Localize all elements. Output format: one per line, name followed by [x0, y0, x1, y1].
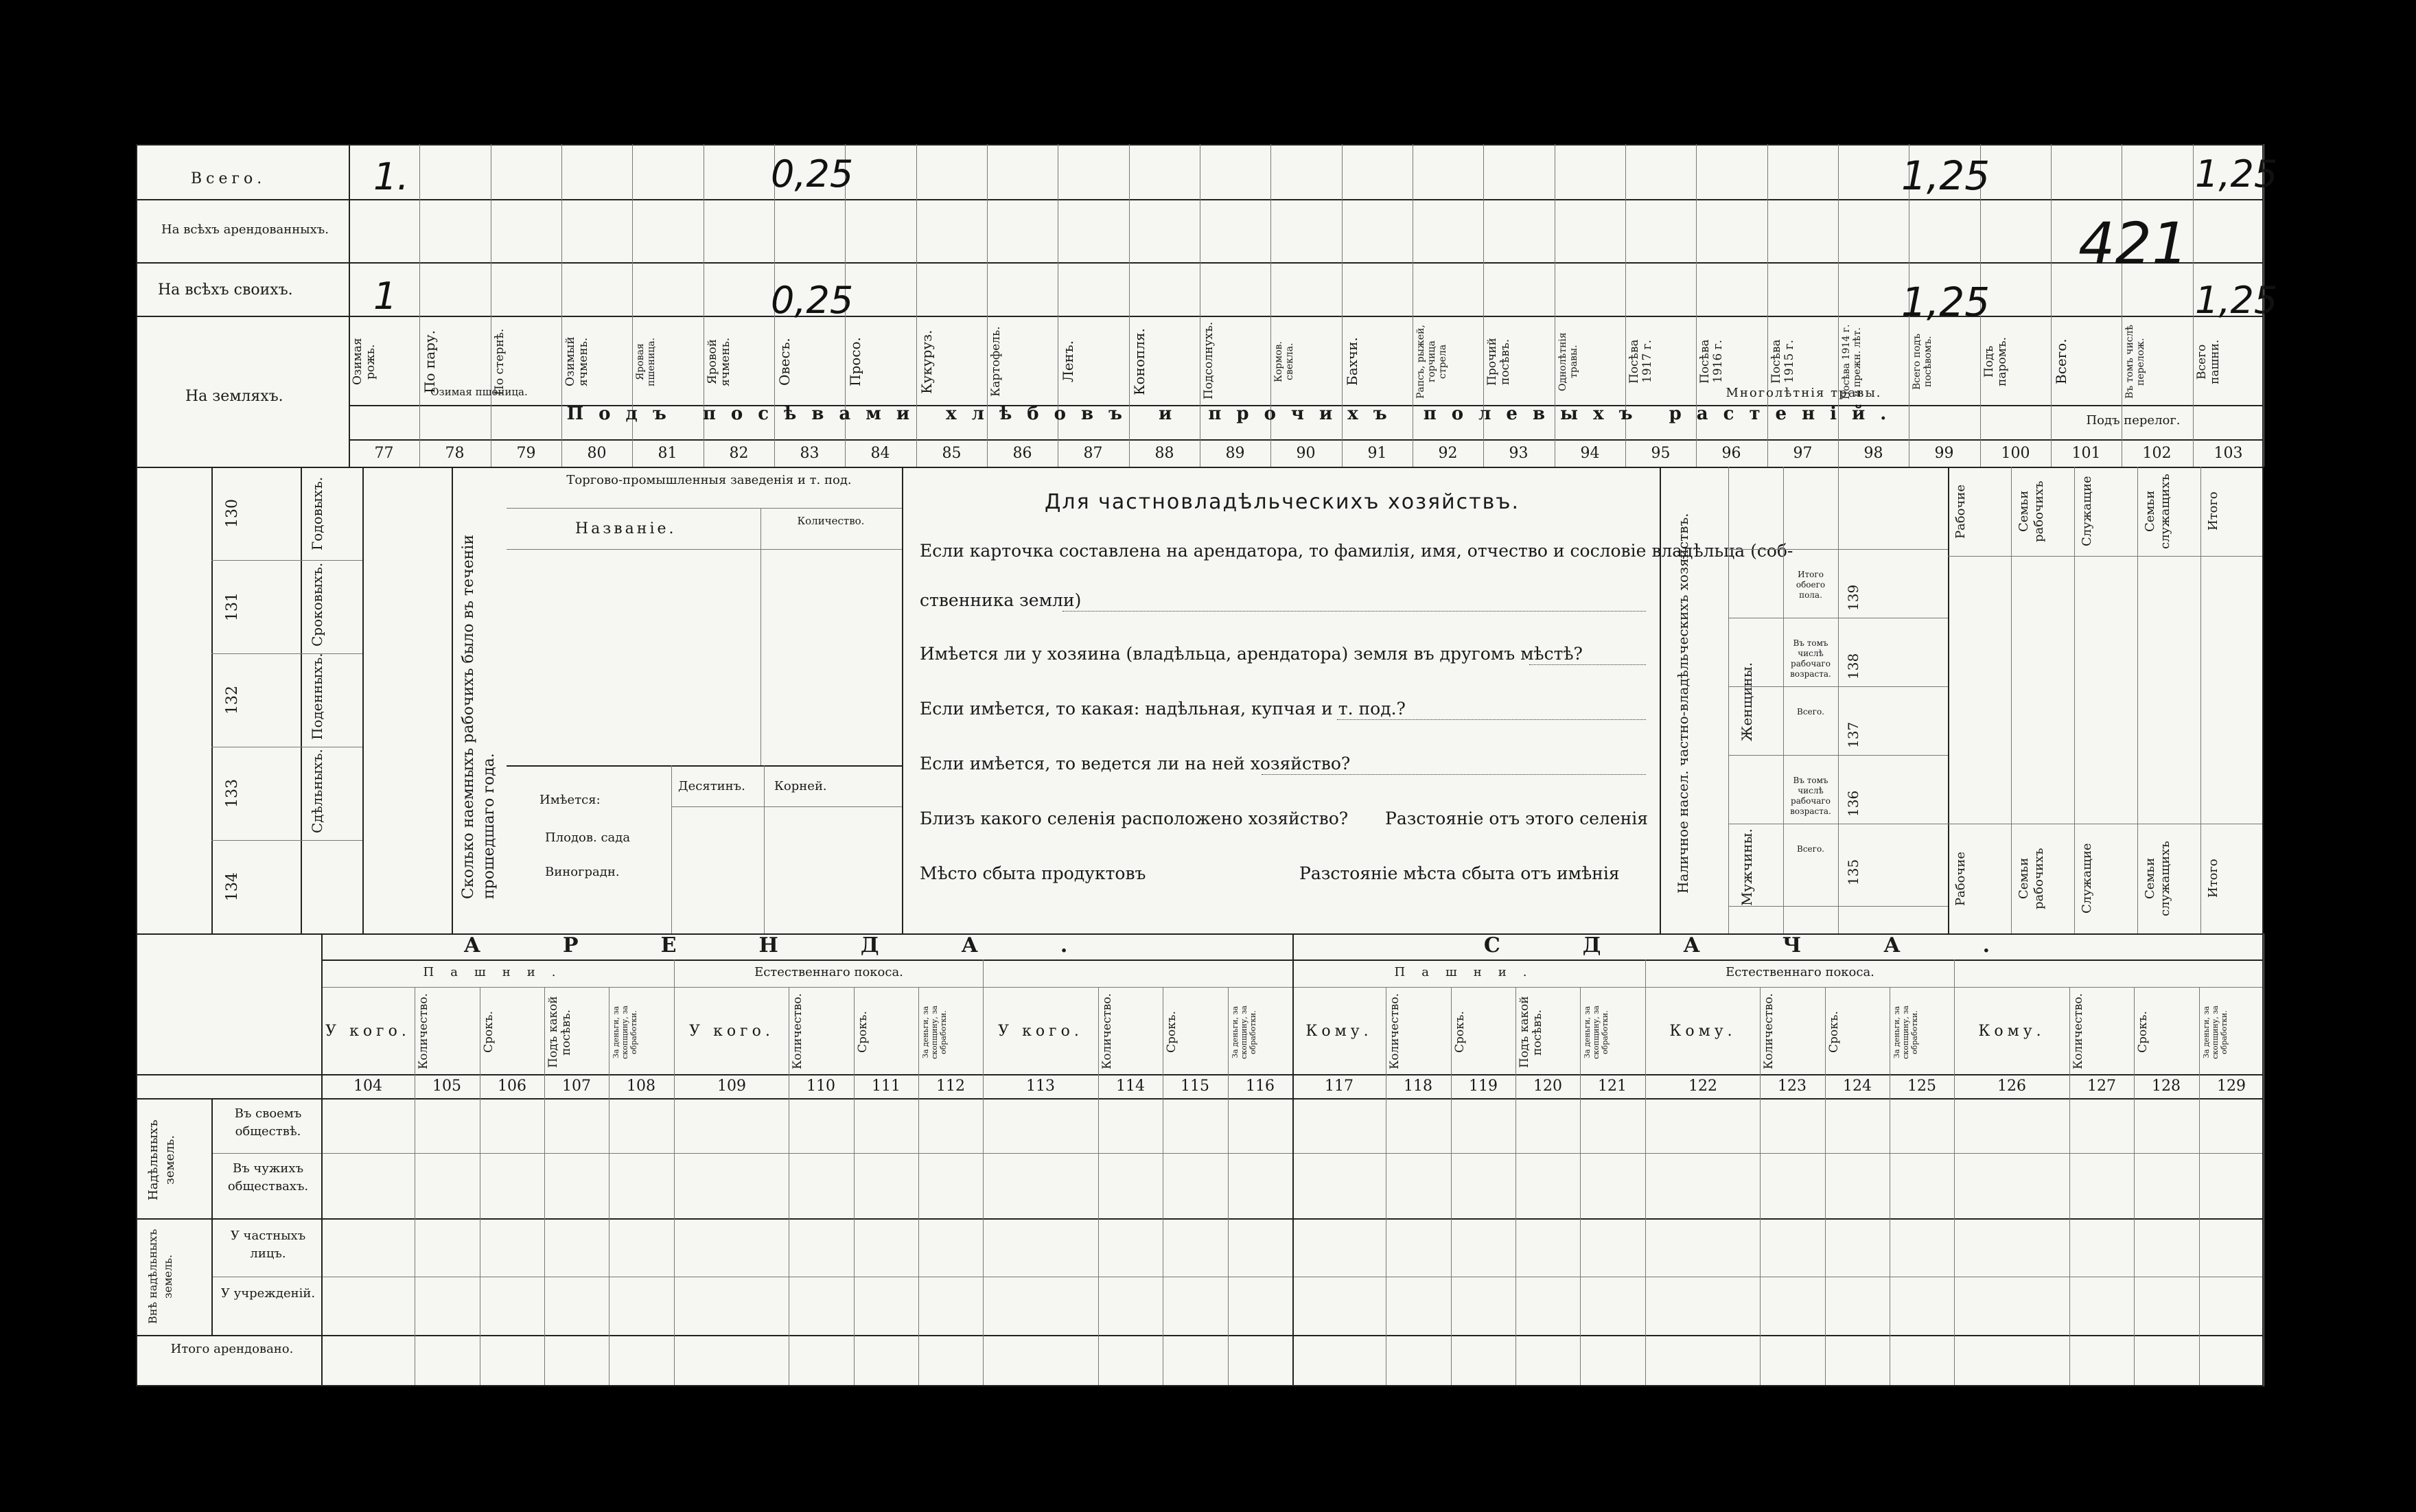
crop-header: Просо. — [847, 337, 863, 386]
col-number: 114 — [1116, 1078, 1145, 1095]
winter-wheat-label: Озимая пшеница. — [430, 386, 528, 398]
row-line — [507, 549, 902, 550]
right-col-header: Семьи рабочихъ — [2017, 480, 2046, 542]
col-number: 78 — [445, 445, 465, 462]
pop-row-label: Въ томъ числѣ рабочаго возраста. — [1790, 638, 1831, 679]
col-number: 125 — [1907, 1078, 1936, 1095]
col-line — [983, 987, 984, 1386]
garden-label: Поденныхъ. — [309, 653, 325, 740]
row-line — [136, 1098, 2264, 1100]
right-col-footer: Семьи служащихъ — [2143, 841, 2172, 916]
right-border — [2262, 144, 2264, 1386]
col-header: За деньги, за скопщину, за обработки. — [1231, 1005, 1257, 1059]
q2: Имѣется ли у хозяина (владѣльца, арендатора) земля въ другомъ мѣстѣ? — [920, 644, 1583, 664]
col-line — [1098, 987, 1099, 1386]
col-number: 86 — [1012, 445, 1032, 462]
col-line — [211, 467, 213, 933]
census-card — [136, 144, 2278, 1386]
crop-header: Посѣва 1917 г. — [1627, 339, 1654, 384]
nadel-label: Надѣльныхъ земель. — [146, 1119, 177, 1200]
col-header: За деньги, за скопщину, за обработки. — [2202, 1005, 2229, 1059]
bottom-border — [136, 1385, 2264, 1386]
hw-card-number: 421 — [2078, 210, 2189, 277]
col-number: 111 — [872, 1078, 901, 1095]
col-line — [671, 765, 672, 933]
col-header: За деньги, за скопщину, за обработки. — [1583, 1005, 1610, 1059]
col-line — [1954, 987, 1955, 1386]
pop-row-label: Въ томъ числѣ рабочаго возраста. — [1790, 776, 1831, 816]
hw-total-rye: 1. — [373, 155, 409, 198]
q1a: Если карточка составлена на арендатора, то фамилія, имя, отчество и сословіе владѣльца (соб- — [920, 541, 1793, 561]
crop-header: Подъ паромъ. — [1982, 336, 2009, 387]
col-number: 82 — [729, 445, 749, 462]
row-line — [1948, 556, 2264, 557]
pop-row-label: Всего. — [1797, 844, 1824, 854]
col-line — [211, 1098, 213, 1335]
col-number: 103 — [2214, 445, 2243, 462]
right-col-header: Рабочие — [1953, 484, 1968, 539]
row-line — [136, 1074, 2264, 1075]
col-number: 93 — [1509, 445, 1529, 462]
col-number: 79 — [516, 445, 536, 462]
col-line — [674, 987, 675, 1386]
crop-header: Прочий посѣвъ. — [1485, 338, 1512, 386]
col-header: Количество. — [417, 993, 430, 1069]
desyatin-header: Десятинъ. — [678, 779, 745, 793]
who-header: Кому. — [1305, 1023, 1373, 1040]
col-number: 129 — [2217, 1078, 2246, 1095]
col-number: 126 — [1997, 1078, 2026, 1095]
label-rented: На всѣхъ арендованныхъ. — [161, 222, 329, 237]
crop-header: Кукуруз. — [918, 329, 935, 394]
col-header: Срокъ. — [482, 1011, 496, 1054]
col-header: За деньги, за скопщину, за обработки. — [612, 1005, 638, 1059]
garden-number: 132 — [224, 686, 241, 714]
col-number: 96 — [1721, 445, 1741, 462]
col-header: Количество. — [1388, 993, 1402, 1069]
crop-header: Посѣва 1914 г. и прежн. лѣт. — [1841, 324, 1863, 399]
q1b: ственника земли) — [920, 590, 1082, 610]
hired-workers-label: Сколько наемныхъ рабочихъ было въ теченіи прошедшаго года. — [460, 534, 498, 899]
label-total: Всего. — [191, 170, 266, 187]
left-border — [136, 144, 137, 1386]
col-line — [301, 467, 302, 933]
crop-header: Посѣва 1916 г. — [1698, 339, 1725, 384]
hw-own-plow: 1,25 — [2195, 279, 2278, 322]
row-line — [211, 653, 362, 654]
q5b: Разстояніе отъ этого селенія — [1385, 809, 1649, 828]
col-header: Количество. — [2071, 993, 2085, 1069]
col-line — [1645, 959, 1646, 987]
crop-header: Бахчи. — [1344, 337, 1360, 386]
who-header: У кого. — [998, 1023, 1083, 1040]
col-line — [918, 987, 919, 1386]
hw-own-oats: 0,25 — [771, 279, 854, 322]
col-header: Срокъ. — [1827, 1011, 1841, 1054]
col-header: Срокъ. — [1165, 1011, 1178, 1054]
col-line — [764, 765, 765, 933]
col-number: 99 — [1934, 445, 1954, 462]
crop-header: Яровая пшеница. — [635, 337, 657, 386]
col-number: 101 — [2071, 445, 2101, 462]
col-number: 81 — [658, 445, 677, 462]
right-col-footer: Семьи рабочихъ — [2017, 848, 2046, 909]
garden-number: 131 — [224, 592, 241, 621]
col-header: Количество. — [1100, 993, 1114, 1069]
col-number: 95 — [1651, 445, 1671, 462]
label-own: На всѣхъ своихъ. — [158, 281, 293, 299]
row-line — [211, 560, 362, 561]
col-number: 117 — [1325, 1078, 1354, 1095]
col-line — [1645, 987, 1646, 1386]
fallow-label: Подъ перелог. — [2086, 413, 2181, 428]
pop-row-number: 138 — [1845, 653, 1861, 679]
col-line — [2199, 987, 2200, 1386]
col-number: 106 — [498, 1078, 526, 1095]
crop-header: Озимый ячмень. — [564, 336, 590, 387]
pop-row-number: 139 — [1845, 584, 1861, 611]
row-total-rented: Итого арендовано. — [170, 1342, 294, 1356]
crop-header: Въ томъ числѣ перелож. — [2124, 325, 2146, 399]
col-line — [1228, 987, 1229, 1386]
crop-header: Яровой ячмень. — [706, 337, 732, 386]
garden-label: Сдѣльныхъ. — [309, 749, 325, 833]
col-line — [452, 467, 453, 933]
crops-banner: Подъ посѣвами хлѣбовъ и прочихъ полевыхъ растеній. — [566, 404, 1902, 424]
right-col-footer: Итого — [2206, 859, 2220, 898]
col-number: 115 — [1181, 1078, 1209, 1095]
pop-row-number: 137 — [1845, 721, 1861, 748]
crop-header: Кормов. свекла. — [1273, 341, 1295, 382]
col-line — [2200, 467, 2201, 933]
vnenadel-label: Внѣ надѣльныхъ земель. — [146, 1229, 174, 1325]
crop-header: Ленъ. — [1060, 340, 1076, 383]
who-header: Кому. — [1669, 1023, 1736, 1040]
col-number: 89 — [1225, 445, 1245, 462]
col-number: 119 — [1469, 1078, 1498, 1095]
col-line — [2011, 467, 2012, 933]
row-line — [211, 1153, 2264, 1154]
crop-header: Рапсъ, рыжей, горчица стрела — [1415, 325, 1448, 399]
col-header: Подъ какой посѣвъ. — [546, 996, 573, 1069]
col-line — [1580, 987, 1581, 1386]
roots-header: Корней. — [774, 779, 827, 793]
col-header: За деньги, за скопщину, за обработки. — [921, 1005, 948, 1059]
col-line — [1660, 467, 1661, 933]
col-number: 123 — [1778, 1078, 1807, 1095]
hw-total-oats: 0,25 — [771, 152, 854, 196]
col-line — [1451, 987, 1452, 1386]
col-line — [1783, 467, 1784, 933]
q5a: Близъ какого селенія расположено хозяйство? — [920, 809, 1349, 828]
col-number: 105 — [432, 1078, 461, 1095]
col-number: 90 — [1296, 445, 1316, 462]
col-number: 113 — [1026, 1078, 1055, 1095]
col-number: 80 — [587, 445, 607, 462]
pop-row-number: 135 — [1845, 859, 1861, 885]
row-other-society: Въ чужихъ обществахъ. — [227, 1161, 309, 1194]
label-on-lands: На земляхъ. — [185, 388, 283, 405]
col-header: За деньги, за скопщину, за обработки. — [1892, 1005, 1919, 1059]
col-number: 92 — [1438, 445, 1458, 462]
right-col-header: Семьи служащихъ — [2143, 474, 2172, 549]
col-line — [1838, 467, 1839, 933]
garden-number: 134 — [224, 872, 241, 901]
crop-header: Озимая рожь. — [351, 338, 378, 386]
hw-own-rye: 1 — [373, 275, 397, 318]
row-line — [1728, 906, 1948, 907]
who-header: У кого. — [325, 1023, 410, 1040]
hay-label: Естественнаго покоса. — [1726, 965, 1874, 979]
right-col-footer: Рабочие — [1953, 851, 1968, 906]
crop-header: Всего. — [2053, 338, 2069, 385]
row-line — [671, 806, 902, 807]
col-line — [1760, 987, 1761, 1386]
col-number: 100 — [2001, 445, 2030, 462]
col-header: Срокъ. — [1453, 1011, 1467, 1054]
col-line — [760, 508, 761, 765]
row-line — [1728, 755, 1948, 756]
who-header: Кому. — [1978, 1023, 2045, 1040]
col-number: 85 — [942, 445, 962, 462]
answer-line — [1262, 774, 1646, 775]
trade-qty-header: Количество. — [797, 515, 865, 527]
row-line — [1728, 686, 1948, 687]
hw-total-sum: 1,25 — [1901, 152, 1990, 199]
vineyard-label: Виноградн. — [545, 865, 620, 879]
col-number: 108 — [627, 1078, 655, 1095]
row-private-persons: У частныхъ лицъ. — [230, 1229, 306, 1261]
q3: Если имѣется, то какая: надѣльная, купчая и т. под.? — [920, 699, 1406, 719]
col-number: 88 — [1154, 445, 1174, 462]
col-number: 98 — [1863, 445, 1883, 462]
right-col-footer: Служащие — [2080, 843, 2094, 914]
answer-line — [1529, 664, 1646, 665]
crop-header: По стернѣ. — [493, 328, 507, 395]
trade-name-header: Названіе. — [575, 520, 677, 537]
col-number: 124 — [1843, 1078, 1872, 1095]
col-number: 77 — [374, 445, 394, 462]
col-line — [674, 959, 675, 987]
col-line — [2137, 467, 2138, 933]
col-line — [902, 467, 903, 933]
col-line — [362, 467, 364, 933]
row-institutions: У учрежденій. — [220, 1286, 316, 1301]
col-number: 107 — [562, 1078, 591, 1095]
col-line — [544, 987, 545, 1386]
hw-own-sum: 1,25 — [1901, 279, 1990, 325]
garden-label: Сроковыхъ. — [309, 562, 325, 647]
crop-header: Картофель. — [989, 326, 1003, 397]
crop-header: Посѣва 1915 г. — [1769, 339, 1796, 384]
crop-header: Подсолнухъ. — [1202, 321, 1216, 399]
q4: Если имѣется, то ведется ли на ней хозяйство? — [920, 754, 1351, 774]
col-line — [1948, 467, 1949, 933]
crop-header: Всего пашни. — [2195, 339, 2222, 384]
has-label: Имѣется: — [539, 793, 601, 807]
col-number: 127 — [2087, 1078, 2116, 1095]
garden-label: Годовыхъ. — [309, 476, 325, 550]
col-line — [1515, 987, 1516, 1386]
col-number: 110 — [806, 1078, 835, 1095]
col-line — [349, 144, 350, 467]
col-header: Количество. — [791, 993, 804, 1069]
row-own-society: Въ своемъ обществѣ. — [234, 1106, 302, 1139]
private-title: Для частновладѣльческихъ хозяйствъ. — [1044, 490, 1520, 514]
col-line — [1292, 933, 1294, 1386]
row-line — [136, 467, 2264, 468]
col-header: Срокъ. — [2136, 1011, 2150, 1054]
answer-line — [1337, 719, 1646, 720]
right-col-header: Служащие — [2080, 476, 2094, 547]
crop-header: Однолѣтнія травы. — [1557, 332, 1579, 391]
col-number: 122 — [1688, 1078, 1717, 1095]
women-label: Женщины. — [1739, 662, 1755, 741]
col-line — [854, 987, 855, 1386]
who-header: У кого. — [689, 1023, 774, 1040]
population-label: Наличное насел. частно-владѣльческихъ хозяйствъ. — [1675, 513, 1691, 894]
col-line — [1954, 959, 1955, 987]
col-number: 87 — [1083, 445, 1103, 462]
col-number: 94 — [1580, 445, 1600, 462]
col-number: 128 — [2152, 1078, 2181, 1095]
arenda-title: АРЕНДА. — [463, 933, 1150, 957]
row-line — [211, 840, 362, 841]
garden-number: 130 — [224, 499, 241, 528]
q6a: Мѣсто сбыта продуктовъ — [920, 863, 1146, 883]
col-line — [2134, 987, 2135, 1386]
col-number: 102 — [2142, 445, 2172, 462]
col-line — [2074, 467, 2075, 933]
col-header: Количество. — [1762, 993, 1776, 1069]
col-number: 84 — [870, 445, 890, 462]
orchard-label: Плодов. сада — [545, 830, 631, 845]
col-number: 109 — [717, 1078, 746, 1095]
row-line — [349, 439, 2264, 441]
col-header: Подъ какой посѣвъ. — [1518, 996, 1544, 1069]
col-number: 104 — [353, 1078, 382, 1095]
col-number: 121 — [1598, 1078, 1627, 1095]
answer-line — [1062, 611, 1646, 612]
right-col-header: Итого — [2206, 491, 2220, 531]
pop-row-label: Итого обоего пола. — [1796, 570, 1826, 600]
row-line — [136, 1335, 2264, 1336]
row-line — [507, 765, 902, 767]
row-line — [507, 508, 902, 509]
pashni-label: Пашни. — [1394, 965, 1544, 979]
col-line — [983, 959, 984, 987]
col-number: 120 — [1533, 1078, 1562, 1095]
pashni-label: Пашни. — [423, 965, 572, 979]
pop-row-number: 136 — [1845, 790, 1861, 817]
col-line — [1728, 467, 1729, 933]
crop-header: Конопля. — [1131, 328, 1148, 395]
trade-title: Торгово-промышленныя заведенія и т. под. — [566, 473, 852, 487]
col-line — [1825, 987, 1826, 1386]
col-number: 112 — [936, 1078, 965, 1095]
men-label: Мужчины. — [1739, 828, 1755, 906]
row-line — [1728, 549, 1948, 550]
col-number: 118 — [1404, 1078, 1432, 1095]
col-number: 91 — [1367, 445, 1387, 462]
crop-header: Всего подъ посѣвомъ. — [1912, 334, 1933, 390]
crop-header: По пару. — [421, 329, 438, 394]
garden-number: 133 — [224, 779, 241, 808]
hay-label: Естественнаго покоса. — [754, 965, 903, 979]
col-number: 97 — [1793, 445, 1813, 462]
q6b: Разстояніе мѣста сбыта отъ имѣнія — [1299, 863, 1620, 883]
col-header: Срокъ. — [856, 1011, 870, 1054]
hw-total-plow: 1,25 — [2195, 152, 2278, 196]
sdacha-title: СДАЧА. — [1483, 933, 2073, 957]
col-number: 83 — [800, 445, 820, 462]
crop-header: Овесъ. — [776, 338, 793, 386]
col-line — [321, 933, 323, 1386]
row-line — [136, 1218, 2264, 1220]
perennial-label: Многолѣтнія травы. — [1726, 386, 1882, 400]
col-line — [2069, 987, 2070, 1386]
col-number: 116 — [1246, 1078, 1275, 1095]
pop-row-label: Всего. — [1797, 707, 1824, 717]
